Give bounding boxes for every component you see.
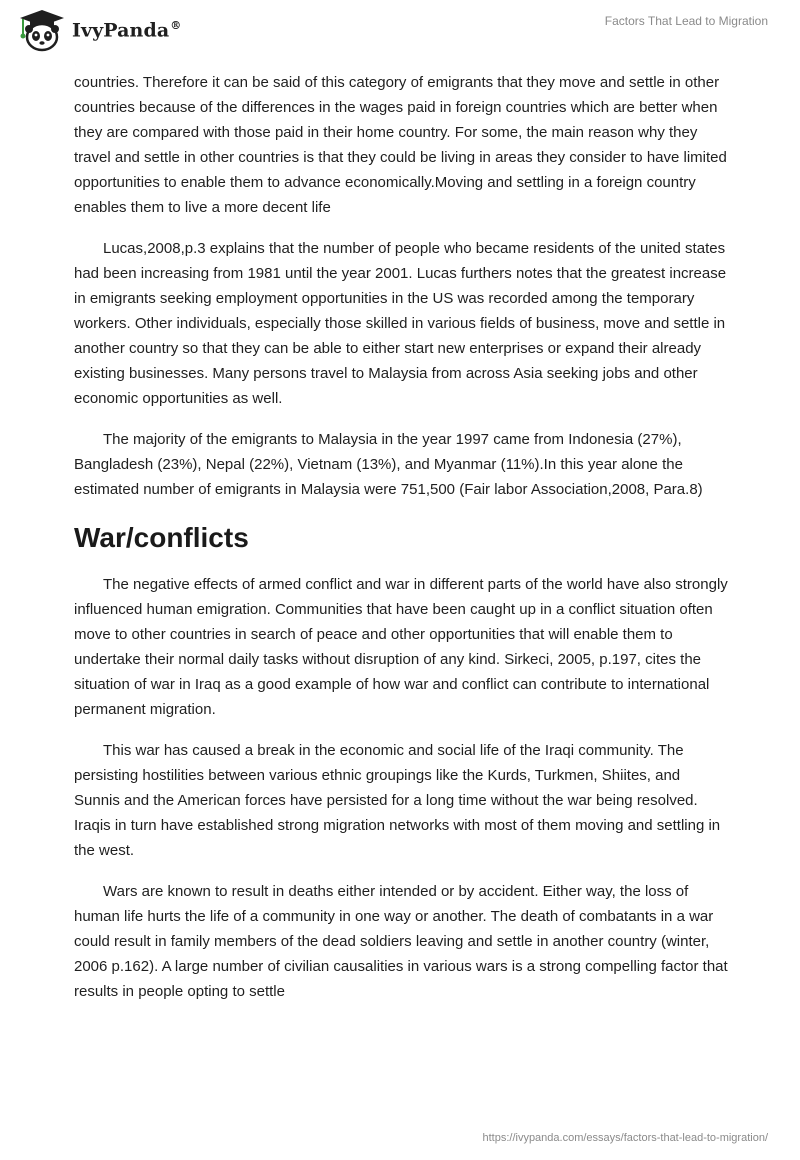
document-title: Factors That Lead to Migration bbox=[604, 14, 768, 28]
paragraph: countries. Therefore it can be said of this category of emigrants that they move and settle in other countries because of the differences in the wages paid in foreign countries which are better when they are compared with those paid in their home country. For some, the main reason why they travel and settle in other countries is that they could be living in areas they consider to have limited opportunities to enable them to advance economically.Moving and settling in a foreign country enables them to live a more decent life bbox=[74, 74, 727, 216]
paragraph: Wars are known to result in deaths either intended or by accident. Either way, the loss of human life hurts the life of a community in one way or another. The death of combatants in a war could result in family members of the dead soldiers leaving and settle in another country (winter, 2006 p.162). A large number of civilian causalities in various wars is a strong compelling factor that results in people opting to settle bbox=[74, 883, 728, 1000]
paragraph: The negative effects of armed conflict and war in different parts of the world have also strongly influenced human emigration. Communities that have been caught up in a conflict situation often move to other countries in search of peace and other opportunities that will enable them to undertake their normal daily tasks without disruption of any kind. Sirkeci, 2005, p.197, cites the situation of war in Iraq as a good example of how war and conflict can contribute to international permanent migration. bbox=[74, 576, 728, 718]
panda-graduate-logo-icon bbox=[14, 8, 66, 52]
ivypanda-logo[interactable] bbox=[14, 8, 181, 52]
page-header bbox=[0, 0, 800, 70]
essay-content bbox=[74, 70, 730, 1020]
logo-wordmark: IvyPanda® bbox=[72, 18, 182, 42]
source-url-link[interactable]: https://ivypanda.com/essays/factors-that-lead-to-migration/ bbox=[482, 1132, 768, 1144]
paragraph: Lucas,2008,p.3 explains that the number of people who became residents of the united states had been increasing from 1981 until the year 2001. Lucas furthers notes that the greatest increase in emigrants seeking employment opportunities in the US was recorded among the temporary workers. Other individuals, especially those skilled in various fields of business, move and settle in another country so that they can be able to either start new enterprises or expand their already existing businesses. Many persons travel to Malaysia from across Asia seeking jobs and other economic opportunities as well. bbox=[74, 240, 727, 407]
section-heading: War/conflicts bbox=[74, 522, 249, 553]
paragraph: The majority of the emigrants to Malaysia in the year 1997 came from Indonesia (27%), Bangladesh (23%), Nepal (22%), Vietnam (13%), and Myanmar (11%).In this year alone the estimated number of emigrants in Malaysia were 751,500 (Fair labor Association,2008, Para.8) bbox=[74, 431, 703, 498]
paragraph: This war has caused a break in the economic and social life of the Iraqi community. The persisting hostilities between various ethnic groupings like the Kurds, Turkmen, Shiites, and Sunnis and the American forces have persisted for a long time without the war being resolved. Iraqis in turn have established strong migration networks with most of them moving and settling in the west. bbox=[74, 742, 721, 859]
